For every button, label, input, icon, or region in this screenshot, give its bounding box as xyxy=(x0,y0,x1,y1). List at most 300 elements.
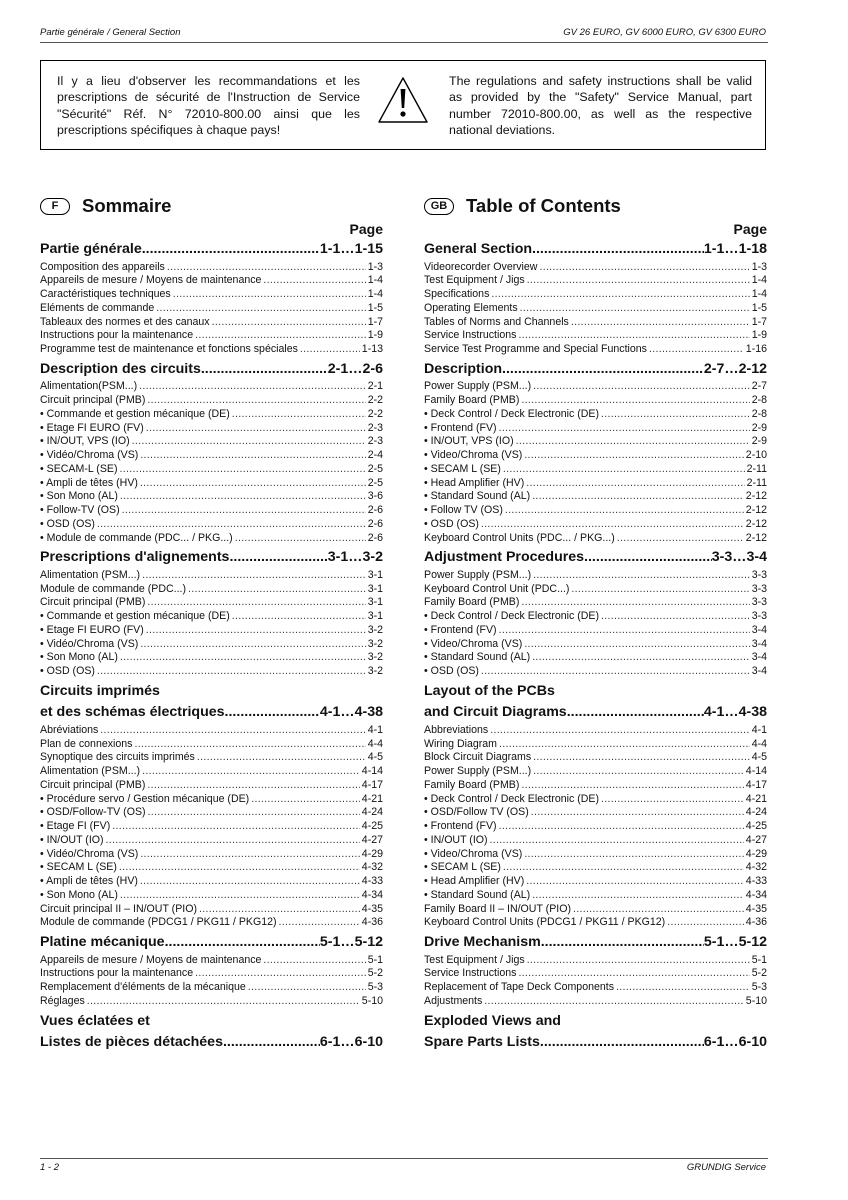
toc-entry xyxy=(40,981,383,995)
section-title: Drive Mechanism xyxy=(424,934,541,950)
dot-leader xyxy=(140,848,359,862)
dot-leader xyxy=(263,274,365,288)
toc-entry-title: • OSD (OS) xyxy=(40,665,95,677)
dot-leader xyxy=(147,596,365,610)
toc-entry-page: 4-36 xyxy=(361,916,383,929)
toc-entry-title: • Ampli de têtes (HV) xyxy=(40,476,138,489)
toc-entry-title: Replacement of Tape Deck Components xyxy=(424,981,615,993)
toc-entry-title: • Vidéo/Chroma (VS) xyxy=(40,847,139,860)
footer-page-number: 1 - 2 xyxy=(40,1162,60,1173)
dot-leader xyxy=(524,638,749,652)
dot-leader xyxy=(533,751,750,765)
toc-entry-page: 2-4 xyxy=(367,449,383,461)
toc-entry xyxy=(424,569,767,583)
section-pages: 1-1…1-18 xyxy=(703,241,767,257)
toc-entry-page: 3-1 xyxy=(367,568,383,581)
toc-entry xyxy=(424,889,767,903)
toc-entry-page: 3-4 xyxy=(751,665,767,677)
toc-entry-page: 5-1 xyxy=(751,953,767,966)
dot-leader xyxy=(223,1032,320,1054)
toc-title-row xyxy=(424,194,767,218)
toc-entry-page: 4-35 xyxy=(361,902,383,915)
toc-entry-title: Module de commande (PDC...) xyxy=(40,582,187,595)
section-pages: 5-1…5-12 xyxy=(319,934,383,950)
toc-entry-title: Family Board (PMB) xyxy=(424,778,520,791)
toc-entry-title: • Head Amplifier (HV) xyxy=(424,875,525,887)
dot-leader xyxy=(142,239,320,261)
toc-entry xyxy=(40,316,383,330)
dot-leader xyxy=(142,765,360,779)
dot-leader xyxy=(248,981,366,995)
toc-entry-title: Circuit principal (PMB) xyxy=(40,394,146,406)
toc-entry-page: 1-4 xyxy=(751,274,767,287)
toc-entry-page: 2-12 xyxy=(745,517,767,530)
toc-entry-title: Plan de connexions xyxy=(40,737,133,750)
toc-entry-page: 4-27 xyxy=(745,833,767,846)
toc-entry xyxy=(40,889,383,903)
toc-entry xyxy=(40,394,383,408)
section-title-line: Exploded Views and xyxy=(424,1012,561,1029)
section-heading xyxy=(424,702,767,724)
toc-entry-title: Circuit principal (PMB) xyxy=(40,596,146,609)
toc-entry-page: 3-4 xyxy=(751,651,767,664)
toc-entry-page: 4-24 xyxy=(361,806,383,819)
toc-entry-title: • OSD (OS) xyxy=(424,665,479,677)
toc-entry xyxy=(424,903,767,917)
toc-entry-title: • OSD/Follow-TV (OS) xyxy=(40,806,146,819)
toc-entry-title: Réglages xyxy=(40,994,85,1007)
toc-entry xyxy=(40,569,383,583)
toc-entry-title: Test Equipment / Jigs xyxy=(424,953,525,966)
section-title: Platine mécanique xyxy=(40,934,165,950)
toc-entry-title: Appareils de mesure / Moyens de maintenance xyxy=(40,953,262,966)
toc-entry xyxy=(424,834,767,848)
dot-leader xyxy=(490,724,749,738)
dot-leader xyxy=(147,779,359,793)
toc-entry xyxy=(40,583,383,597)
toc-entry-title: • SECAM L (SE) xyxy=(40,861,117,874)
dot-leader xyxy=(521,394,749,408)
toc-entry-page: 2-6 xyxy=(367,531,383,544)
dot-leader xyxy=(232,408,366,422)
dot-leader xyxy=(147,394,365,408)
toc-entry xyxy=(424,806,767,820)
toc-title: Sommaire xyxy=(82,195,172,216)
dot-leader xyxy=(526,875,744,889)
dot-leader xyxy=(524,848,743,862)
toc-entry xyxy=(40,422,383,436)
dot-leader xyxy=(567,702,704,724)
toc-entry-title: Block Circuit Diagrams xyxy=(424,751,532,764)
toc-entry-title: • Commande et gestion mécanique (DE) xyxy=(40,407,230,420)
toc-entry-page: 2-8 xyxy=(751,407,767,420)
dot-leader xyxy=(532,239,704,261)
dot-leader xyxy=(539,261,749,275)
dot-leader xyxy=(491,288,749,302)
toc-entry xyxy=(40,274,383,288)
toc-entry-page: 2-9 xyxy=(751,421,767,434)
toc-entry xyxy=(424,779,767,793)
toc-entry xyxy=(40,624,383,638)
dot-leader xyxy=(518,329,749,343)
dot-leader xyxy=(526,477,744,491)
dot-leader xyxy=(532,889,744,903)
dot-leader xyxy=(533,569,750,583)
dot-leader xyxy=(521,596,749,610)
toc-entry xyxy=(424,288,767,302)
dot-leader xyxy=(521,779,743,793)
dot-leader xyxy=(156,302,365,316)
toc-entry-page: 3-1 xyxy=(367,582,383,595)
toc-entry xyxy=(424,596,767,610)
toc-entry-page: 4-35 xyxy=(745,902,767,915)
dot-leader xyxy=(188,583,366,597)
toc-entry-title: • IN/OUT (IO) xyxy=(424,833,488,846)
dot-leader xyxy=(173,288,366,302)
toc-entry-page: 1-4 xyxy=(751,288,767,300)
toc-entry-title: Tableaux des normes et des canaux xyxy=(40,315,210,328)
toc-entry-page: 4-34 xyxy=(745,888,767,901)
toc-entry-title: • Son Mono (AL) xyxy=(40,490,118,503)
toc-entry-title: Alimentation (PSM...) xyxy=(40,568,141,581)
toc-entry-page: 2-11 xyxy=(746,462,767,475)
toc-entry xyxy=(40,875,383,889)
dot-leader xyxy=(573,903,744,917)
toc-entry-page: 3-3 xyxy=(751,568,767,581)
toc-entry-page: 3-3 xyxy=(751,610,767,622)
toc-entry-title: • Standard Sound (AL) xyxy=(424,888,531,901)
toc-entry xyxy=(424,408,767,422)
dot-leader xyxy=(197,751,366,765)
dot-leader xyxy=(601,793,744,807)
toc-entry-page: 1-7 xyxy=(367,315,383,328)
section-title: and Circuit Diagrams xyxy=(424,704,567,721)
dot-leader xyxy=(140,449,365,463)
section-pages: 1-1…1-15 xyxy=(319,241,383,257)
toc-entry-page: 4-17 xyxy=(745,778,767,791)
toc-entry xyxy=(424,848,767,862)
toc-entry xyxy=(40,967,383,981)
toc-entry-page: 5-2 xyxy=(367,967,383,980)
section-title: Listes de pièces détachées xyxy=(40,1034,223,1050)
toc-entry-title: Wiring Diagram xyxy=(424,737,497,750)
section-heading xyxy=(424,239,767,261)
toc-entry xyxy=(40,765,383,779)
toc-entry-page: 4-21 xyxy=(361,792,383,805)
toc-entry-title: • IN/OUT, VPS (IO) xyxy=(40,435,130,448)
section-title: Partie générale xyxy=(40,241,142,257)
toc-entry-page: 5-3 xyxy=(751,981,767,993)
dot-leader xyxy=(584,547,712,569)
toc-entry-page: 2-3 xyxy=(367,435,383,448)
dot-leader xyxy=(499,422,750,436)
section-heading xyxy=(40,239,383,261)
section-pages: 2-7…2-12 xyxy=(703,360,767,377)
dot-leader xyxy=(484,995,744,1009)
toc-entry-page: 2-12 xyxy=(745,504,767,516)
toc-entry xyxy=(40,848,383,862)
toc-entry-page: 1-16 xyxy=(745,343,767,355)
toc-entry xyxy=(40,903,383,917)
toc-column-english xyxy=(424,194,767,1054)
section-pages: 2-1…2-6 xyxy=(327,360,383,377)
toc-entry xyxy=(40,504,383,518)
section-title-line: Layout of the PCBs xyxy=(424,682,555,699)
dot-leader xyxy=(167,261,366,275)
toc-entry xyxy=(424,380,767,394)
section-pages: 5-1…5-12 xyxy=(703,934,767,950)
toc-entry-title: • OSD (OS) xyxy=(40,517,95,530)
section-heading xyxy=(40,702,383,724)
toc-entry-page: 3-2 xyxy=(367,651,383,664)
toc-entry-title: • Video/Chroma (VS) xyxy=(424,847,523,860)
dot-leader xyxy=(541,932,704,954)
toc-entry-title: • IN/OUT (IO) xyxy=(40,833,104,846)
dot-leader xyxy=(97,518,366,532)
toc-entry xyxy=(40,596,383,610)
toc-entry xyxy=(424,793,767,807)
dot-leader xyxy=(532,651,750,665)
toc-entry-title: Power Supply (PSM...) xyxy=(424,765,532,777)
header-rule xyxy=(40,42,768,43)
toc-entry-title: Power Supply (PSM...) xyxy=(424,568,532,581)
toc-entry-page: 4-14 xyxy=(361,765,383,777)
dot-leader xyxy=(601,408,750,422)
section-pages: 4-1…4-38 xyxy=(319,704,383,721)
dot-leader xyxy=(524,449,743,463)
dot-leader xyxy=(142,569,366,583)
toc-entry xyxy=(424,651,767,665)
toc-entry xyxy=(40,463,383,477)
toc-entry-title: • Head Amplifier (HV) xyxy=(424,476,525,489)
toc-entry-page: 4-29 xyxy=(361,847,383,860)
toc-entry-title: Test Equipment / Jigs xyxy=(424,274,525,287)
toc-entry-page: 4-25 xyxy=(745,820,767,832)
dot-leader xyxy=(106,834,360,848)
dot-leader xyxy=(571,583,749,597)
dot-leader xyxy=(527,274,750,288)
page-column-label: Page xyxy=(733,221,767,237)
toc-entry-page: 3-3 xyxy=(751,582,767,595)
dot-leader xyxy=(199,903,360,917)
dot-leader xyxy=(212,316,366,330)
toc-entry-page: 2-5 xyxy=(367,462,383,475)
section-pages: 6-1…6-10 xyxy=(703,1034,767,1050)
toc-entry xyxy=(40,449,383,463)
toc-entry-page: 4-17 xyxy=(361,778,383,791)
dot-leader xyxy=(531,806,744,820)
toc-entry xyxy=(40,724,383,738)
toc-entry-title: • OSD/Follow TV (OS) xyxy=(424,806,529,819)
dot-leader xyxy=(616,981,750,995)
toc-entry xyxy=(424,274,767,288)
dot-leader xyxy=(229,547,327,569)
toc-entry-title: Eléments de commande xyxy=(40,301,155,314)
toc-entry xyxy=(40,477,383,491)
toc-entry-title: • Commande et gestion mécanique (DE) xyxy=(40,610,230,622)
toc-entry-page: 5-10 xyxy=(745,994,767,1007)
dot-leader xyxy=(263,954,365,968)
toc-entry xyxy=(40,288,383,302)
toc-entry-page: 3-6 xyxy=(367,490,383,503)
toc-entry-page: 2-12 xyxy=(745,490,767,503)
dot-leader xyxy=(225,702,320,724)
toc-entry-page: 3-2 xyxy=(367,623,383,636)
toc-entry xyxy=(40,435,383,449)
dot-leader xyxy=(533,380,750,394)
toc-entry xyxy=(424,532,767,546)
toc-entry xyxy=(424,518,767,532)
toc-entry-title: • Frontend (FV) xyxy=(424,820,497,832)
toc-entry-title: • SECAM-L (SE) xyxy=(40,462,118,475)
section-heading xyxy=(424,359,767,381)
toc-entry xyxy=(424,343,767,357)
toc-entry-page: 1-9 xyxy=(751,329,767,342)
toc-entry-page: 4-29 xyxy=(745,847,767,860)
toc-entry xyxy=(424,329,767,343)
dot-leader xyxy=(251,793,360,807)
toc-entry-page: 2-2 xyxy=(367,394,383,406)
toc-entry-title: Instructions pour la maintenance xyxy=(40,329,194,342)
toc-entry xyxy=(40,916,383,930)
toc-entry-title: • Module de commande (PDC... / PKG...) xyxy=(40,531,233,544)
toc-entry-page: 5-2 xyxy=(751,967,767,980)
dot-leader xyxy=(132,435,366,449)
toc-entry-title: Circuit principal (PMB) xyxy=(40,778,146,791)
toc-entry-title: • Frontend (FV) xyxy=(424,623,497,636)
toc-entry xyxy=(424,967,767,981)
section-heading xyxy=(424,1032,767,1054)
dot-leader xyxy=(97,665,366,679)
toc-entry-title: Keyboard Control Unit (PDC...) xyxy=(424,582,570,595)
toc-entry xyxy=(424,995,767,1009)
toc-title: Table of Contents xyxy=(466,195,621,216)
toc-entry-title: Service Instructions xyxy=(424,967,517,980)
dot-leader xyxy=(134,738,365,752)
toc-entry-title: Operating Elements xyxy=(424,301,518,314)
toc-entry xyxy=(424,724,767,738)
dot-leader xyxy=(165,932,320,954)
toc-entry-title: • OSD (OS) xyxy=(424,517,479,530)
toc-entry xyxy=(424,954,767,968)
toc-entry-page: 4-5 xyxy=(367,751,383,764)
dot-leader xyxy=(532,490,744,504)
section-title-line: Circuits imprimés xyxy=(40,682,160,699)
toc-entry-page: 4-33 xyxy=(745,875,767,887)
toc-entry-page: 4-32 xyxy=(361,861,383,874)
section-title: et des schémas électriques xyxy=(40,704,225,721)
toc-entry-title: Adjustments xyxy=(424,994,483,1007)
toc-entry xyxy=(40,995,383,1009)
toc-entry-page: 1-13 xyxy=(361,343,383,355)
toc-entry xyxy=(40,638,383,652)
dot-leader xyxy=(201,359,328,381)
toc-entry xyxy=(40,343,383,357)
toc-entry-page: 4-4 xyxy=(367,737,383,750)
toc-entry-page: 3-1 xyxy=(367,596,383,609)
dot-leader xyxy=(667,916,744,930)
toc-entry-page: 4-32 xyxy=(745,861,767,874)
toc-entry-page: 1-4 xyxy=(367,288,383,300)
toc-entry xyxy=(424,861,767,875)
dot-leader xyxy=(120,651,366,665)
dot-leader xyxy=(100,724,365,738)
toc-entry xyxy=(40,793,383,807)
toc-entry-page: 3-2 xyxy=(367,637,383,650)
toc-entry xyxy=(40,665,383,679)
toc-entry-page: 2-5 xyxy=(367,476,383,489)
toc-entry-title: Power Supply (PSM...) xyxy=(424,380,532,393)
toc-entry-title: • Follow-TV (OS) xyxy=(40,504,120,516)
section-pages: 3-3…3-4 xyxy=(711,549,767,566)
toc-entry-title: • Video/Chroma (VS) xyxy=(424,637,523,650)
safety-text-fr: Il y a lieu d'observer les recommandations et les prescriptions de sécurité de l'Instruction de Service "Sécurité" Réf. N° 72010-800.00 ainsi que les prescriptions spécifiques à chaque pays! xyxy=(57,74,360,137)
toc-entry-title: Caractéristiques techniques xyxy=(40,288,171,300)
toc-entry-title: • Deck Control / Deck Electronic (DE) xyxy=(424,610,600,622)
toc-entry-title: Composition des appareils xyxy=(40,260,165,273)
dot-leader xyxy=(148,806,360,820)
toc-entry-page: 2-7 xyxy=(751,380,767,393)
toc-entry xyxy=(424,624,767,638)
dot-leader xyxy=(601,610,750,624)
toc-entry xyxy=(424,463,767,477)
toc-entry-page: 5-1 xyxy=(367,953,383,966)
toc-entry-title: Service Test Programme and Special Functions xyxy=(424,343,647,355)
toc-entry-title: • Vidéo/Chroma (VS) xyxy=(40,637,139,650)
toc-entry xyxy=(40,532,383,546)
toc-entry xyxy=(40,490,383,504)
section-title: Adjustment Procedures xyxy=(424,549,585,566)
safety-notice-box xyxy=(40,60,766,150)
toc-entry-page: 1-9 xyxy=(367,329,383,342)
toc-entry-page: 4-27 xyxy=(361,833,383,846)
toc-entry-page: 4-5 xyxy=(751,751,767,764)
page-column-label: Page xyxy=(349,221,383,237)
toc-entry xyxy=(424,875,767,889)
toc-entry xyxy=(40,954,383,968)
toc-entry-title: Synoptique des circuits imprimés xyxy=(40,751,195,764)
toc-entry xyxy=(424,820,767,834)
toc-entry-title: • Deck Control / Deck Electronic (DE) xyxy=(424,407,600,420)
toc-entry xyxy=(40,738,383,752)
toc-entry xyxy=(40,806,383,820)
toc-entry xyxy=(424,435,767,449)
toc-entry xyxy=(40,834,383,848)
warning-triangle-icon xyxy=(376,75,430,127)
section-heading xyxy=(40,547,383,569)
toc-entry xyxy=(40,651,383,665)
toc-entry xyxy=(424,981,767,995)
toc-entry-page: 4-1 xyxy=(367,723,383,736)
toc-entry xyxy=(424,610,767,624)
section-pages: 4-1…4-38 xyxy=(703,704,767,721)
section-title: General Section xyxy=(424,241,533,257)
language-badge: GB xyxy=(424,198,454,215)
toc-entry-page: 2-10 xyxy=(745,449,767,461)
toc-entry xyxy=(424,738,767,752)
toc-entry xyxy=(40,329,383,343)
toc-entry-page: 5-3 xyxy=(367,981,383,993)
toc-entry-title: Family Board II – IN/OUT (PIO) xyxy=(424,902,571,915)
dot-leader xyxy=(120,889,360,903)
section-title: Description xyxy=(424,360,503,377)
toc-entry-page: 3-1 xyxy=(367,610,383,622)
toc-entry-title: • SECAM L (SE) xyxy=(424,861,501,874)
toc-entry-page: 3-3 xyxy=(751,596,767,609)
toc-entry-title: Remplacement d'éléments de la mécanique xyxy=(40,981,246,993)
toc-entry-page: 2-12 xyxy=(745,531,767,544)
toc-entry-title: Circuit principal II – IN/OUT (PIO) xyxy=(40,902,197,915)
